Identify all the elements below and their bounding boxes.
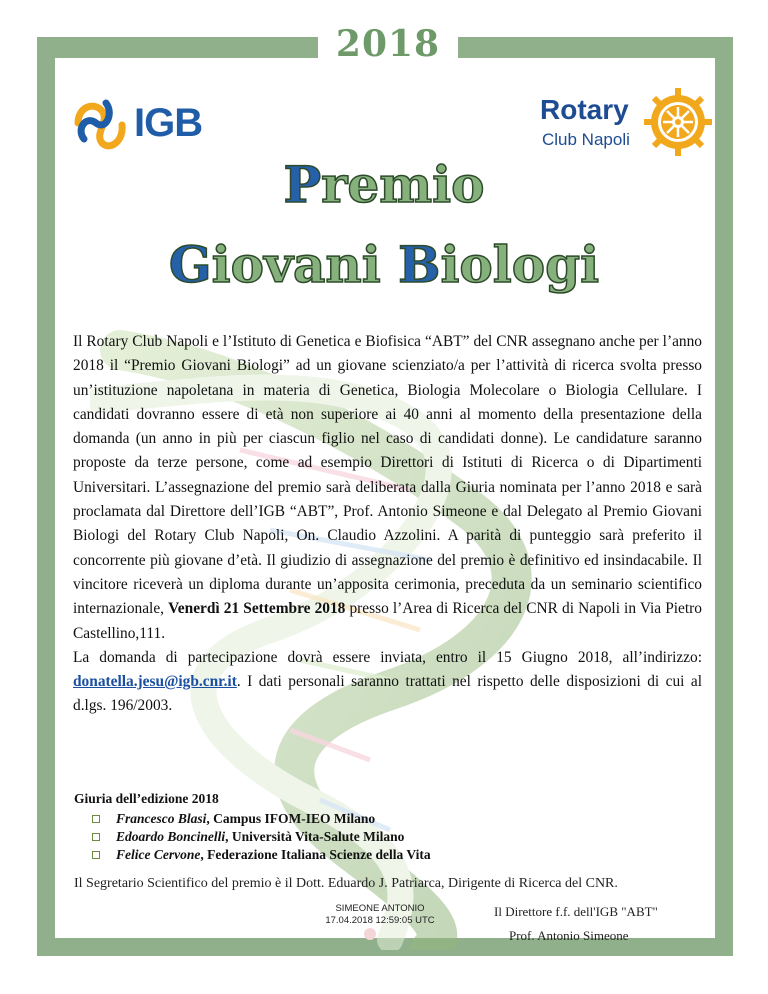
paragraph-location: presso l’Area di Ricerca del CNR di Napoli in Via Pietro Castellino,111.	[73, 600, 702, 642]
paragraph-description-text: Il Rotary Club Napoli e l’Istituto di Genetica e Biofisica “ABT” del CNR assegnano anche per l’anno 2018 il “Premio Giovani Biologi” ad un giovane scienziato/a per l’attività di ricerca svolta presso un’istituzione napoletana in materia di Genetica, Biologia Molecolare o Biologia Cellulare. I candidati dovranno essere di età non superiore ai 40 anni al momento della presentazione della domanda (un anno in più per ciascun figlio nel caso di candidati donne). Le candidature saranno proposte da terze persone, come ad esempio Direttori di Istituti di Ricerca o di Dipartimenti Universitari. L’assegnazione del premio sarà deliberata dalla Giuria nominata per l’anno 2018 e sarà proclamata dal Direttore dell’IGB “ABT”, Prof. Antonio Simeone e dal Delegato al Premio Giovani Biologi del Rotary Club Napoli, On. Claudio Azzolini. A parità di punteggio sarà preferito il concorrente più giovane d’età. Il giudizio di assegnazione del premio è definitivo ed insindacabile. Il vincitore riceverà un diploma durante un’apposita cerimonia, preceduta da un seminario scientifico internazionale,	[73, 333, 702, 618]
director-name: Prof. Antonio Simeone	[509, 928, 629, 943]
rotary-logo	[540, 88, 720, 158]
jury-section	[74, 791, 694, 864]
igb-logo	[70, 93, 230, 153]
jury-member-name: Felice Cervone	[116, 847, 201, 862]
title-biologi-rest: iologi	[440, 235, 600, 294]
paragraph-application	[73, 646, 702, 719]
director-signature	[494, 900, 658, 948]
rotary-club-name: Club Napoli	[542, 130, 630, 149]
bullet-icon	[92, 851, 100, 859]
paragraph-privacy: . I dati personali saranno trattati nel rispetto delle disposizioni di cui al d.lgs. 196/2003.	[73, 673, 702, 715]
signature-timestamp: 17.04.2018 12:59:05 UTC	[325, 915, 435, 926]
jury-member	[74, 810, 694, 828]
signature-name: SIMEONE ANTONIO	[335, 903, 425, 914]
ceremony-date: Venerdì 21 Settembre 2018	[168, 600, 346, 618]
title-biologi-cap: B	[398, 235, 441, 294]
jury-member	[74, 828, 694, 846]
jury-member-affiliation: , Federazione Italiana Scienze della Vita	[200, 847, 431, 862]
title-giovani-biologi	[0, 235, 768, 294]
jury-heading: Giuria dell’edizione 2018	[74, 791, 219, 806]
rotary-logo-text: Rotary	[540, 94, 629, 125]
jury-member-affiliation: , Università Vita-Salute Milano	[225, 829, 405, 844]
announcement-body	[73, 330, 702, 719]
contact-email-link[interactable]: donatella.jesu@igb.cnr.it	[73, 673, 237, 691]
rotary-wheel-icon	[644, 88, 712, 156]
jury-member-name: Edoardo Boncinelli	[116, 829, 226, 844]
secretary-note: Il Segretario Scientifico del premio è il Dott. Eduardo J. Patriarca, Dirigente di Ricerca del CNR.	[74, 876, 618, 891]
title-giovani-rest: iovani	[211, 235, 399, 294]
jury-member	[74, 846, 694, 864]
year-label: 2018	[318, 18, 458, 70]
bullet-icon	[92, 815, 100, 823]
jury-member-affiliation: , Campus IFOM-IEO Milano	[206, 811, 376, 826]
director-title: Il Direttore f.f. dell'IGB "ABT"	[494, 904, 658, 919]
jury-member-name: Francesco Blasi	[116, 811, 207, 826]
title-giovani-cap: G	[168, 235, 212, 294]
bullet-icon	[92, 833, 100, 841]
igb-helix-icon	[70, 93, 130, 153]
title-premio-cap: P	[283, 155, 322, 214]
title-premio-rest: remio	[321, 155, 485, 214]
paragraph-application-text: La domanda di partecipazione dovrà essere inviata, entro il 15 Giugno 2018, all’indirizzo:	[73, 648, 702, 666]
digital-signature	[290, 903, 470, 927]
signature-stamp-icon	[364, 928, 376, 940]
paragraph-description	[73, 330, 702, 646]
title-premio	[0, 155, 768, 214]
igb-logo-text: IGB	[134, 100, 203, 145]
